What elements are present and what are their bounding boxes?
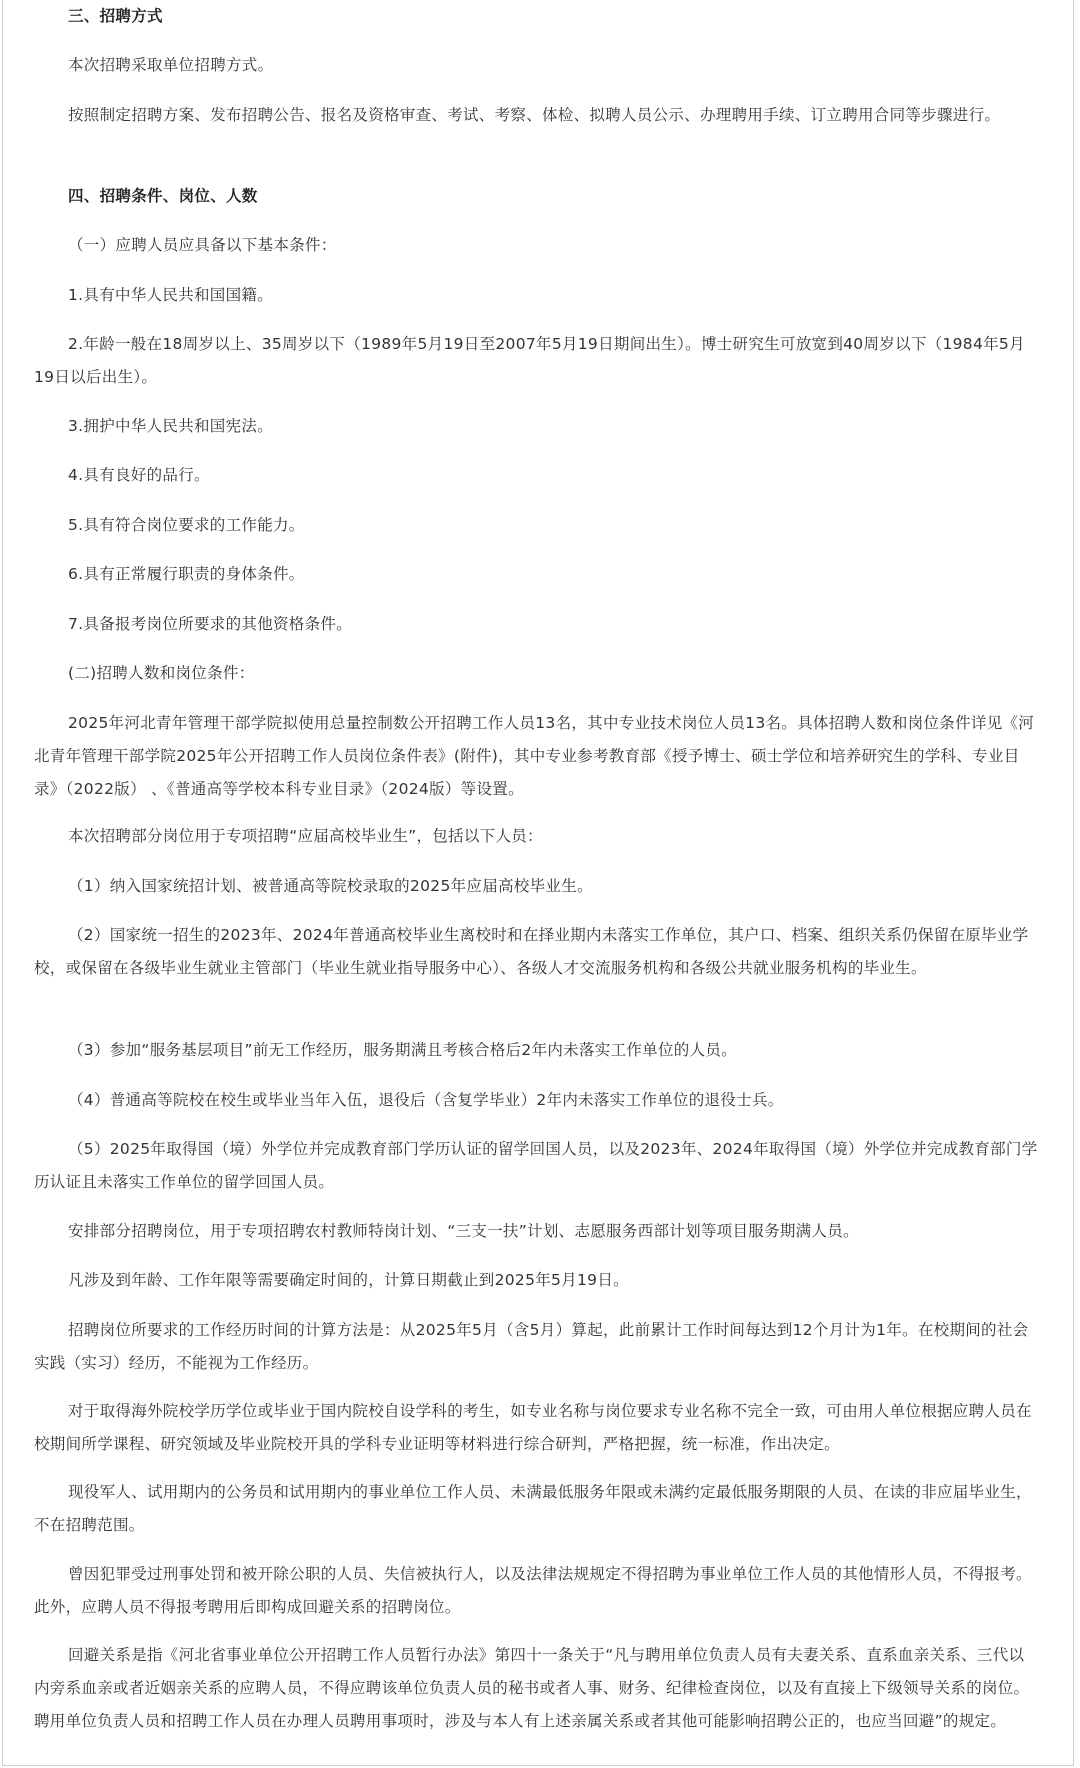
- paragraph: 现役军人、试用期内的公务员和试用期内的事业单位工作人员、未满最低服务年限或未满约定最低服务期限的人员、在读的非应届毕业生，不在招聘范围。: [34, 1483, 1032, 1534]
- paragraph: 凡涉及到年龄、工作年限等需要确定时间的，计算日期截止到2025年5月19日。: [68, 1271, 629, 1289]
- list-item: （3）参加“服务基层项目”前无工作经历，服务期满且考核合格后2年内未落实工作单位的人员。: [68, 1041, 737, 1059]
- paragraph: 安排部分招聘岗位，用于专项招聘农村教师特岗计划、“三支一扶”计划、志愿服务西部计划等项目服务期满人员。: [68, 1222, 859, 1240]
- list-item: （2）国家统一招生的2023年、2024年普通高校毕业生离校时和在择业期内未落实工作单位，其户口、档案、组织关系仍保留在原毕业学校，或保留在各级毕业生就业主管部门（毕业生就业指导服务中心）、各级人才交流服务机构和各级公共就业服务机构的毕业生。: [34, 926, 1029, 977]
- list-item: 4.具有良好的品行。: [68, 466, 210, 484]
- list-item: （1）纳入国家统招计划、被普通高等院校录取的2025年应届高校毕业生。: [68, 877, 593, 895]
- section-heading-conditions: 四、招聘条件、岗位、人数: [68, 187, 258, 205]
- list-item: （5）2025年取得国（境）外学位并完成教育部门学历认证的留学回国人员，以及2023年、2024年取得国（境）外学位并完成教育部门学历认证且未落实工作单位的留学回国人员。: [34, 1140, 1038, 1191]
- list-item: （4）普通高等院校在校生或毕业当年入伍，退役后（含复学毕业）2年内未落实工作单位的退役士兵。: [68, 1091, 784, 1109]
- subsection-heading-positions: (二)招聘人数和岗位条件：: [68, 664, 255, 682]
- paragraph: 2025年河北青年管理干部学院拟使用总量控制数公开招聘工作人员13名，其中专业技术岗位人员13名。具体招聘人数和岗位条件详见《河北青年管理干部学院2025年公开招聘工作人员岗位条件表》(附件)，其中专业参考教育部《授予博士、硕士学位和培养研究生的学科、专业目录》（2022版） 、《普通高等学校本科专业目录》（2024版）等设置。: [34, 714, 1035, 798]
- list-item: 7.具备报考岗位所要求的其他资格条件。: [68, 615, 352, 633]
- list-item: 2.年龄一般在18周岁以上、35周岁以下（1989年5月19日至2007年5月19日期间出生）。博士研究生可放宽到40周岁以下（1984年5月19日以后出生）。: [34, 335, 1025, 386]
- section-heading-recruitment-method: 三、招聘方式: [68, 7, 163, 25]
- paragraph: 回避关系是指《河北省事业单位公开招聘工作人员暂行办法》第四十一条关于“凡与聘用单位负责人员有夫妻关系、直系血亲关系、三代以内旁系血亲或者近姻亲关系的应聘人员，不得应聘该单位负责人员的秘书或者人事、财务、纪律检查岗位，以及有直接上下级领导关系的岗位。聘用单位负责人员和招聘工作人员在办理人员聘用事项时，涉及与本人有上述亲属关系或者其他可能影响招聘公正的，也应当回避”的规定。: [34, 1646, 1030, 1730]
- list-item: 3.拥护中华人民共和国宪法。: [68, 417, 273, 435]
- paragraph: 本次招聘采取单位招聘方式。: [68, 56, 274, 74]
- list-item: 5.具有符合岗位要求的工作能力。: [68, 516, 305, 534]
- paragraph: 本次招聘部分岗位用于专项招聘“应届高校毕业生”，包括以下人员：: [68, 827, 543, 845]
- paragraph: 曾因犯罪受过刑事处罚和被开除公职的人员、失信被执行人，以及法律法规规定不得招聘为事业单位工作人员的其他情形人员，不得报考。此外，应聘人员不得报考聘用后即构成回避关系的招聘岗位。: [34, 1565, 1032, 1616]
- list-item: 1.具有中华人民共和国国籍。: [68, 286, 273, 304]
- list-item: 6.具有正常履行职责的身体条件。: [68, 565, 305, 583]
- paragraph: 按照制定招聘方案、发布招聘公告、报名及资格审查、考试、考察、体检、拟聘人员公示、办理聘用手续、订立聘用合同等步骤进行。: [68, 106, 1001, 124]
- subsection-heading-basic-conditions: （一）应聘人员应具备以下基本条件：: [68, 236, 337, 254]
- paragraph: 对于取得海外院校学历学位或毕业于国内院校自设学科的考生，如专业名称与岗位要求专业名称不完全一致，可由用人单位根据应聘人员在校期间所学课程、研究领域及毕业院校开具的学科专业证明等材料进行综合研判，严格把握，统一标准，作出决定。: [34, 1402, 1032, 1453]
- paragraph: 招聘岗位所要求的工作经历时间的计算方法是：从2025年5月（含5月）算起，此前累计工作时间每达到12个月计为1年。在校期间的社会实践（实习）经历，不能视为工作经历。: [34, 1321, 1029, 1372]
